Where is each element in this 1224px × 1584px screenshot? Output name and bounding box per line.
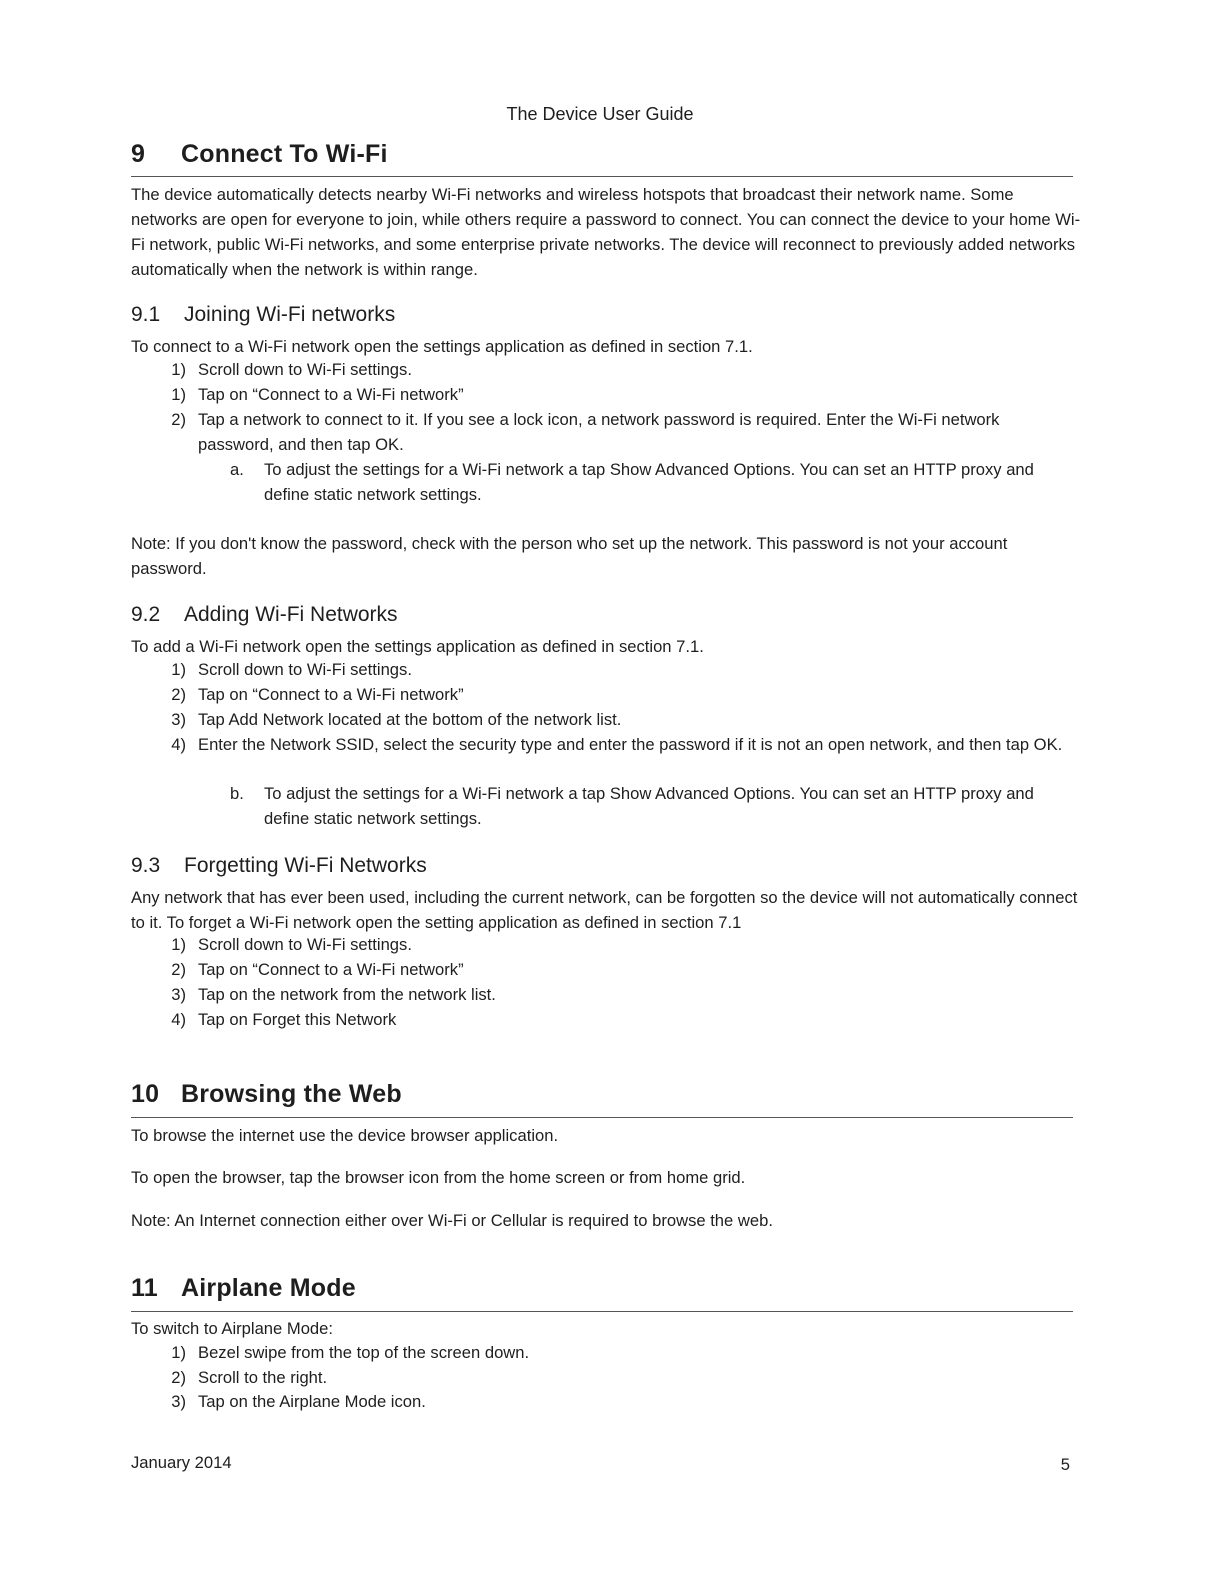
subsection-title: Joining Wi-Fi networks <box>184 303 396 326</box>
section-number: 11 <box>131 1274 158 1302</box>
list-marker: 1) <box>171 360 186 379</box>
list-item <box>162 983 1072 1008</box>
list-marker: 4) <box>171 1010 186 1029</box>
list-text: Tap a network to connect to it. If you see a lock icon, a network password is required. Enter the Wi-Fi network password, and then tap OK. <box>198 410 1000 454</box>
list-marker: 2) <box>171 1368 186 1387</box>
section-number: 9 <box>131 140 146 168</box>
list-text: Scroll down to Wi-Fi settings. <box>198 935 412 954</box>
subsection-intro: To add a Wi-Fi network open the settings application as defined in section 7.1. <box>131 637 704 656</box>
subsection-number: 9.1 <box>131 303 161 326</box>
list-text: To adjust the settings for a Wi-Fi network a tap Show Advanced Options. You can set an HTTP proxy and define static network settings. <box>264 460 1034 504</box>
heading-rule <box>131 176 1073 177</box>
list-text: Bezel swipe from the top of the screen down. <box>198 1343 530 1362</box>
subsection-intro: To connect to a Wi-Fi network open the settings application as defined in section 7.1. <box>131 337 753 356</box>
section-number: 10 <box>131 1080 160 1108</box>
list-item <box>162 1341 1072 1366</box>
list-item <box>162 383 1072 408</box>
list-text: Tap on Forget this Network <box>198 1010 397 1029</box>
sub-list-item <box>230 458 1070 507</box>
list-text: Tap on the network from the network list. <box>198 985 496 1004</box>
list-item <box>162 683 1072 708</box>
section-title: Browsing the Web <box>181 1080 402 1108</box>
section-title: Airplane Mode <box>181 1274 356 1302</box>
heading-rule <box>131 1117 1073 1118</box>
list-item <box>162 733 1072 758</box>
section-intro: To switch to Airplane Mode: <box>131 1319 333 1338</box>
list-text: Scroll down to Wi-Fi settings. <box>198 360 412 379</box>
list-item <box>162 658 1072 683</box>
list-text: Enter the Network SSID, select the security type and enter the password if it is not an open network, and then tap OK. <box>198 735 1063 754</box>
footer-date: January 2014 <box>131 1453 232 1472</box>
list-item <box>162 1390 1072 1415</box>
list-marker: a. <box>230 460 244 479</box>
list-text: To adjust the settings for a Wi-Fi network a tap Show Advanced Options. You can set an HTTP proxy and define static network settings. <box>264 784 1034 828</box>
list-marker: 1) <box>171 935 186 954</box>
list-item <box>162 933 1072 958</box>
list-marker: 2) <box>171 960 186 979</box>
list-text: Tap on the Airplane Mode icon. <box>198 1392 426 1411</box>
list-text: Tap Add Network located at the bottom of the network list. <box>198 710 622 729</box>
section-heading-10 <box>131 1080 402 1109</box>
list-marker: 1) <box>171 385 186 404</box>
section-intro: The device automatically detects nearby Wi-Fi networks and wireless hotspots that broadcast their network name. Some networks are open for everyone to join, while others require a password to connect. You can connect the device to your home Wi-Fi network, public Wi-Fi networks, and some enterprise private networks. The device will reconnect to previously added networks automatically when the network is within range. <box>131 185 1081 279</box>
paragraph: To open the browser, tap the browser icon from the home screen or from home grid. <box>131 1168 746 1187</box>
subsection-heading-9-1 <box>131 303 395 327</box>
note: Note: If you don't know the password, check with the person who set up the network. This password is not your account password. <box>131 534 1008 578</box>
paragraph: To browse the internet use the device browser application. <box>131 1126 559 1145</box>
subsection-number: 9.2 <box>131 603 161 626</box>
list-item <box>162 408 1072 457</box>
list-text: Tap on “Connect to a Wi-Fi network” <box>198 960 464 979</box>
list-item <box>162 1366 1072 1391</box>
list-marker: 2) <box>171 410 186 429</box>
list-marker: 1) <box>171 1343 186 1362</box>
list-item <box>162 958 1072 983</box>
note: Note: An Internet connection either over Wi-Fi or Cellular is required to browse the web. <box>131 1211 773 1230</box>
subsection-title: Forgetting Wi-Fi Networks <box>184 854 427 877</box>
subsection-number: 9.3 <box>131 854 161 877</box>
list-text: Scroll down to Wi-Fi settings. <box>198 660 412 679</box>
section-title: Connect To Wi-Fi <box>181 140 388 168</box>
list-text: Tap on “Connect to a Wi-Fi network” <box>198 685 464 704</box>
subsection-intro: Any network that has ever been used, including the current network, can be forgotten so the device will not automatically connect to it. To forget a Wi-Fi network open the setting application as defined in section 7.1 <box>131 888 1078 932</box>
subsection-heading-9-3 <box>131 854 427 878</box>
page-number: 5 <box>1060 1455 1070 1474</box>
list-marker: b. <box>230 784 244 803</box>
subsection-title: Adding Wi-Fi Networks <box>184 603 398 626</box>
list-item <box>162 1008 1072 1033</box>
list-marker: 4) <box>171 735 186 754</box>
list-marker: 2) <box>171 685 186 704</box>
list-item <box>162 708 1072 733</box>
list-marker: 3) <box>171 710 186 729</box>
list-item <box>162 358 1072 383</box>
list-marker: 1) <box>171 660 186 679</box>
list-marker: 3) <box>171 985 186 1004</box>
heading-rule <box>131 1311 1073 1312</box>
list-text: Scroll to the right. <box>198 1368 328 1387</box>
section-heading-11 <box>131 1274 356 1303</box>
subsection-heading-9-2 <box>131 603 398 627</box>
sub-list-item <box>230 782 1070 831</box>
list-marker: 3) <box>171 1392 186 1411</box>
list-text: Tap on “Connect to a Wi-Fi network” <box>198 385 464 404</box>
running-header: The Device User Guide <box>506 104 694 124</box>
section-heading-9 <box>131 140 388 169</box>
